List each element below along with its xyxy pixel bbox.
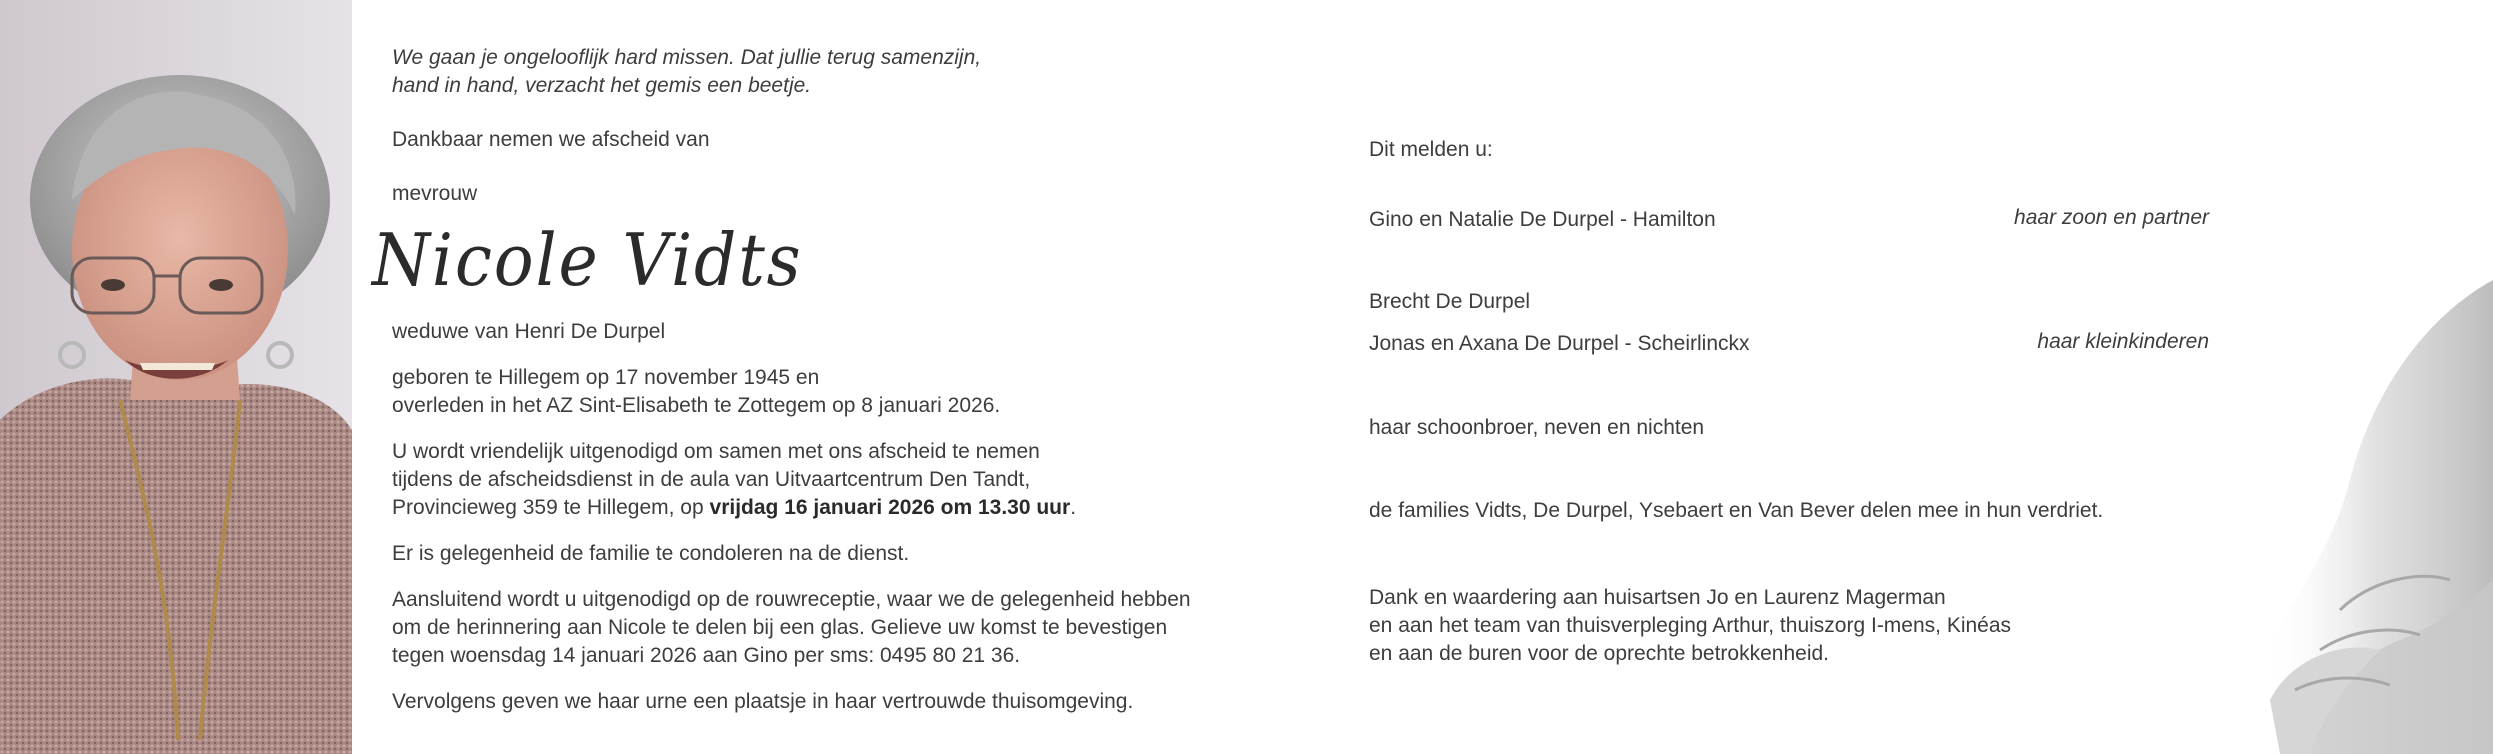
- reception-line-2: om de herinnering aan Nicole te delen bij een glas. Gelieve uw komst te bevestigen: [392, 616, 1168, 639]
- portrait-illustration: [0, 0, 352, 754]
- intro-text: Dankbaar nemen we afscheid van: [392, 128, 710, 151]
- thanks-line-3: en aan de buren voor de oprechte betrokkenheid.: [1369, 642, 1830, 665]
- son-names: Gino en Natalie De Durpel - Hamilton: [1369, 208, 1716, 231]
- salutation: mevrouw: [392, 182, 478, 205]
- condolence-text: Er is gelegenheid de familie te condoleren na de dienst.: [392, 542, 910, 565]
- invite-line-3-pre: Provincieweg 359 te Hillegem, op: [392, 496, 710, 519]
- invite-line-1: U wordt vriendelijk uitgenodigd om samen met ons afscheid te nemen: [392, 440, 1040, 463]
- urn-text: Vervolgens geven we haar urne een plaatsje in haar vertrouwde thuisomgeving.: [392, 690, 1134, 713]
- announce-text: Dit melden u:: [1369, 138, 1493, 161]
- portrait-photo: [0, 0, 352, 754]
- invite-line-2: tijdens de afscheidsdienst in de aula van Uitvaartcentrum Den Tandt,: [392, 468, 1031, 491]
- service-datetime: vrijdag 16 januari 2026 om 13.30 uur: [709, 496, 1071, 519]
- born-text: geboren te Hillegem op 17 november 1945 en: [392, 366, 820, 389]
- reception-line-1: Aansluitend wordt u uitgenodigd op de rouwreceptie, waar we de gelegenheid hebben: [392, 588, 1191, 611]
- grandchildren-role: haar kleinkinderen: [2037, 330, 2209, 353]
- reception-line-3: tegen woensdag 14 januari 2026 aan Gino per sms: 0495 80 21 36.: [392, 644, 1021, 667]
- thanks-line-1: Dank en waardering aan huisartsen Jo en Laurenz Magerman: [1369, 586, 1946, 609]
- invite-line-3: [392, 494, 1076, 522]
- quote-line-1: We gaan je ongelooflijk hard missen. Dat jullie terug samenzijn,: [392, 46, 982, 69]
- grandchild-1: Brecht De Durpel: [1369, 290, 1531, 313]
- relatives-text: haar schoonbroer, neven en nichten: [1369, 416, 1705, 439]
- son-role: haar zoon en partner: [2014, 206, 2209, 229]
- quote-line-2: hand in hand, verzacht het gemis een beetje.: [392, 74, 812, 97]
- invite-line-3-post: .: [1070, 496, 1077, 519]
- thanks-line-2: en aan het team van thuisverpleging Arthur, thuiszorg I-mens, Kinéas: [1369, 614, 2012, 637]
- families-text: de families Vidts, De Durpel, Ysebaert en Van Bever delen mee in hun verdriet.: [1369, 499, 2104, 522]
- deceased-name-signature: Nicole Vidts: [372, 218, 803, 302]
- died-text: overleden in het AZ Sint-Elisabeth te Zottegem op 8 januari 2026.: [392, 394, 1001, 417]
- widow-text: weduwe van Henri De Durpel: [392, 320, 666, 343]
- grandchild-2: Jonas en Axana De Durpel - Scheirlinckx: [1369, 332, 1750, 355]
